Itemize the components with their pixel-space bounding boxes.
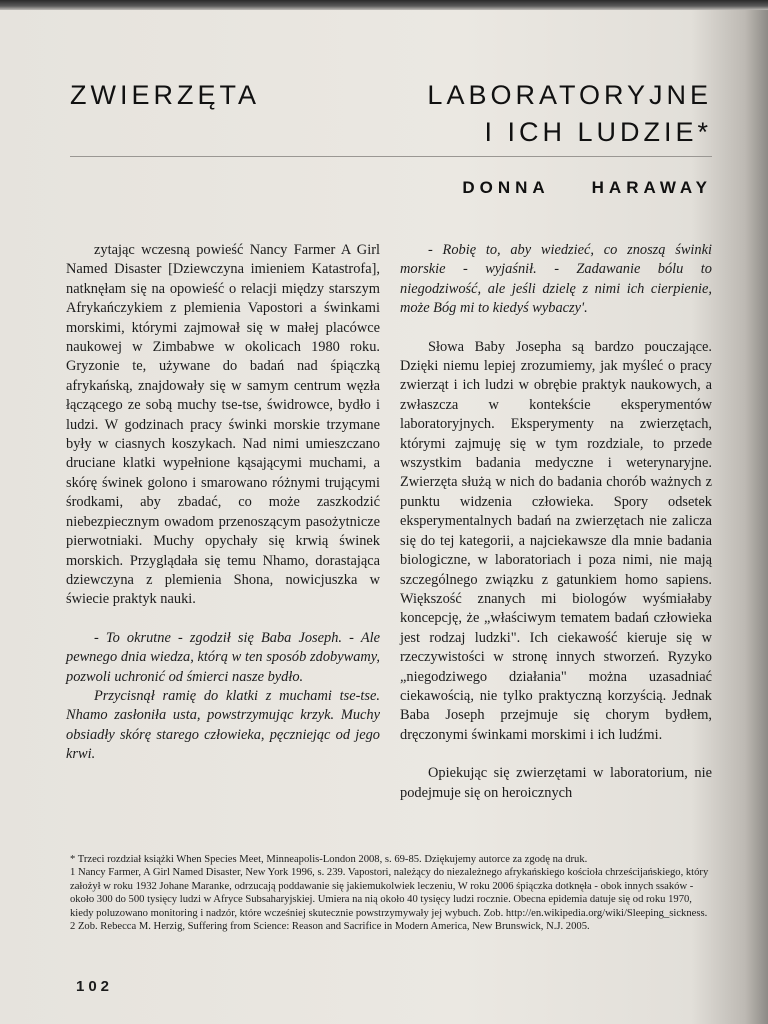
article-title-line1 (70, 80, 712, 111)
right-paragraph-3: Opiekując się zwierzętami w laboratorium, nie podejmuje się on heroicznych (400, 765, 712, 801)
right-paragraph-2: Słowa Baby Josepha są bardzo pouczające. Dzięki niemu lepiej zrozumiemy, jak myśleć o pracy zwierząt i ich ludzi w obrębie praktyk naukowych, a zwłaszcza w kontekście eksperymentów laboratoryjnych. Eksperymenty na zwierzętach, którymi zajmuję się w tym rozdziale, to przede wszystkim badania medyczne i weterynaryjne. Zwierzęta służą w nich do badania chorób ważnych z punktu widzenia człowieka. Spory odsetek eksperymentalnych badań na zwierzętach nie zalicza się do tej kategorii, a najciekawsze dla mnie badania biologiczne, w laboratoriach i poza nimi, nie mają szczególnego związku z gatunkiem homo sapiens. Większość znanych mi biologów wyśmiałaby koncepcję, że „właściwym tematem badań człowieka jest rodzaj ludzki". Ich ciekawość kieruje się w rzeczywistości w stronę innych stworzeń. Ryzyko „niegodziwego działania" można uzasadniać ciekawością, nie tylko praktyczną korzyścią. Jednak Baba Joseph przejmuje się chorym bydłem, dręczonymi świnkami morskimi i ich ludźmi. (400, 338, 712, 743)
right-paragraph-1: - Robię to, aby wiedzieć, co znoszą świnki morskie - wyjaśnił. - Zadawanie bólu to niegodziwość, ale jeśli dzielę z nimi ich cierpienie, może Bóg mi to kiedyś wybaczy'. (400, 242, 712, 317)
title-divider (70, 156, 712, 157)
footnote-1: 1 Nancy Farmer, A Girl Named Disaster, New York 1996, s. 239. Vapostori, należący do niezależnego afrykańskiego kościoła chrześcijańskiego, który założył w roku 1932 Johane Maranke, odrzucają poddawanie się jakiemukolwiek leczeniu, W roku 2006 śpiączka dotknęła - obok innych ssaków - około 300 do 500 tysięcy ludzi w Afryce Subsaharyjskiej. Umiera na nią około 40 tysięcy ludzi rocznie. Obecna epidemia datuje się od roku 1970, kiedy poluzowano monitoring i nadzór, które wcześniej skutecznie powstrzymywały jej wybuch. Zob. http://en.wikipedia.org/wiki/Sleeping_sickness. (70, 867, 709, 919)
right-column (400, 241, 712, 803)
author-last-name: HARAWAY (591, 178, 712, 197)
page-number: 102 (76, 978, 114, 995)
left-column (66, 241, 380, 765)
title-word-2: LABORATORYJNE (427, 80, 712, 110)
scan-edge (0, 0, 768, 10)
left-paragraph-1: zytając wczesną powieść Nancy Farmer A Girl Named Disaster [Dziewczyna imieniem Katastrofa], natknęłam się na opowieść o relacji między starszym Afrykańczykiem z plemienia Vapostori a świnkami morskimi, którymi zajmował się w małej placówce naukowej w Zimbabwe w okolicach 1980 roku. Gryzonie te, używane do badań nad śpiączką afrykańską, znajdowały się w samym centrum węzła łączącego ze sobą muchy tse-tse, świdrowce, bydło i ludzi. W godzinach pracy świnki morskie trzymane były w ciasnych koszykach. Nad nimi umieszczano druciane klatki wypełnione kąsającymi muchami, a skórę świnek golono i smarowano różnymi trującymi środkami, aby zbadać, co może zaszkodzić niebezpiecznym owadom przenoszącym pasożytnicze pierwotniaki. Muchy opychały się krwią świnek morskich. Przyglądała się temu Nhamo, dorastająca dziewczyna z plemienia Shona, nowicjuszka w świecie praktyk nauki. (66, 242, 380, 608)
footnote-star: * Trzeci rozdział książki When Species Meet, Minneapolis-London 2008, s. 69-85. Dziękujemy autorce za zgodę na druk. (70, 854, 588, 865)
left-paragraph-2: - To okrutne - zgodził się Baba Joseph. - Ale pewnego dnia wiedza, którą w ten sposób zdobywamy, pozwoli uchronić od śmierci nasze bydło. (66, 629, 380, 685)
left-paragraph-3: Przycisnął ramię do klatki z muchami tse-tse. Nhamo zasłoniła usta, powstrzymując krzyk. Muchy obsiadły skórę starego człowieka, pęczniejąc od jego krwi. (66, 687, 380, 763)
author-first-name: DONNA (462, 178, 550, 197)
article-title-line2: I ICH LUDZIE* (484, 117, 712, 147)
footnotes (70, 853, 712, 933)
title-word-1: ZWIERZĘTA (70, 80, 260, 110)
footnote-2: 2 Zob. Rebecca M. Herzig, Suffering from Science: Reason and Sacrifice in Modern America, New Brunswick, N.J. 2005. (70, 921, 590, 933)
author-name (70, 178, 712, 198)
